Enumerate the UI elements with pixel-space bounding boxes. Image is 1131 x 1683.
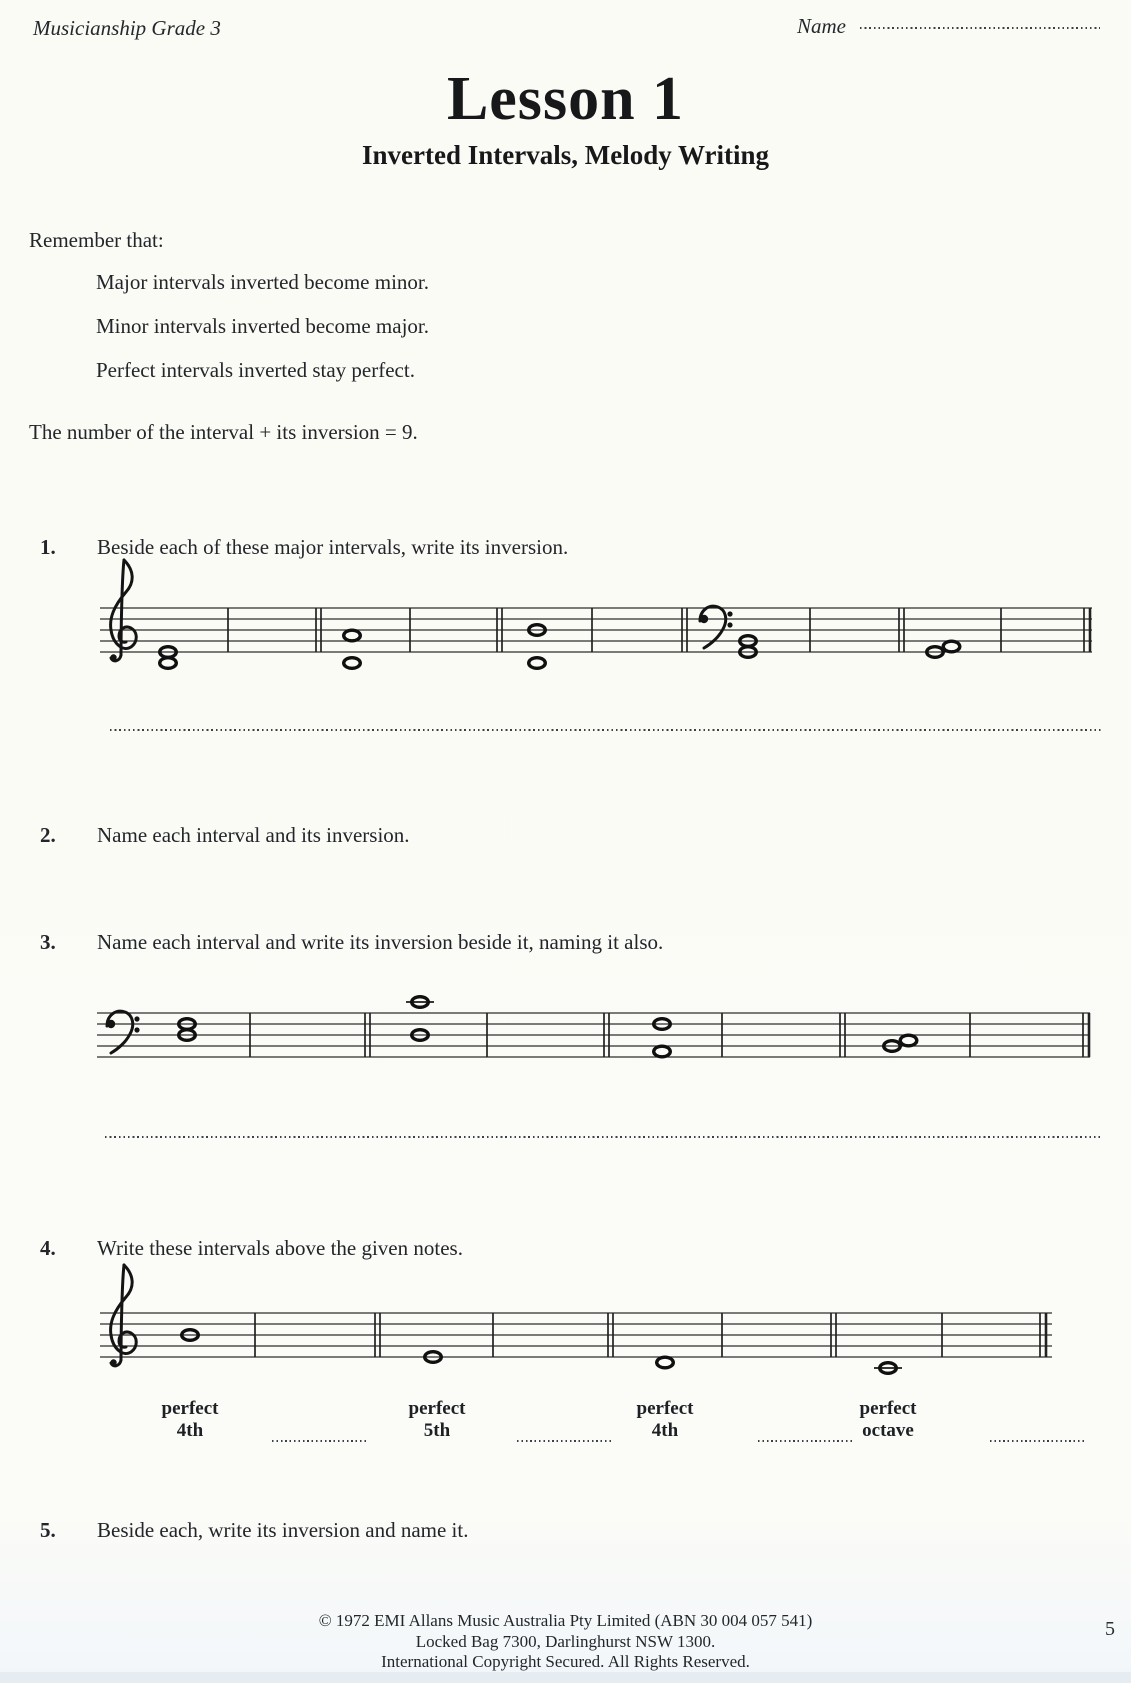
exercise-4-prompt: Write these intervals above the given notes. <box>97 1236 463 1260</box>
exercise-2-number: 2. <box>40 823 56 847</box>
whole-note <box>654 1046 671 1057</box>
exercise-1-prompt: Beside each of these major intervals, write its inversion. <box>97 535 569 559</box>
exercise-3-prompt: Name each interval and write its inversion beside it, naming it also. <box>97 930 664 954</box>
treble-clef-icon <box>110 1265 136 1366</box>
whole-note <box>657 1357 674 1368</box>
lesson-title: Lesson 1 <box>446 65 685 133</box>
answer-dots-1 <box>272 1440 366 1442</box>
name-blank-line <box>860 27 1100 29</box>
answer-dots-4 <box>990 1440 1084 1442</box>
treble-clef-icon <box>110 560 136 661</box>
whole-note <box>160 658 177 669</box>
music-staff-exercise-3 <box>97 957 1090 1089</box>
bass-clef-icon <box>700 606 733 648</box>
footer-line-3: International Copyright Secured. All Rights Reserved. <box>381 1652 750 1671</box>
whole-note <box>344 658 361 669</box>
lesson-subtitle: Inverted Intervals, Melody Writing <box>362 140 769 170</box>
exercise-2-prompt: Name each interval and its inversion. <box>97 823 410 847</box>
inversion-sum-note: The number of the interval + its inversion = 9. <box>29 420 418 444</box>
exercise-1-number: 1. <box>40 535 56 559</box>
exercise-4-number: 4. <box>40 1236 56 1260</box>
bass-clef-icon <box>107 1011 140 1053</box>
interval-label-2: perfect 5th <box>408 1398 466 1441</box>
music-staff-exercise-4 <box>100 1257 1052 1389</box>
interval-rule-minor: Minor intervals inverted become major. <box>96 314 429 338</box>
name-field <box>797 14 1100 39</box>
page-number: 5 <box>1105 1618 1115 1640</box>
whole-note <box>529 658 546 669</box>
interval-label-3: perfect 4th <box>636 1398 694 1441</box>
exercise-5 <box>40 1518 468 1543</box>
whole-note <box>943 641 960 652</box>
interval-label-4: perfect octave <box>859 1398 917 1441</box>
exercise-5-prompt: Beside each, write its inversion and name it. <box>97 1518 469 1542</box>
answer-dots-2 <box>517 1440 611 1442</box>
footer-line-1: © 1972 EMI Allans Music Australia Pty Limited (ABN 30 004 057 541) <box>318 1611 813 1630</box>
answer-line-exercise-3 <box>105 1136 1100 1138</box>
exercise-3-number: 3. <box>40 930 56 954</box>
footer-line-2: Locked Bag 7300, Darlinghurst NSW 1300. <box>415 1631 716 1651</box>
footer-copyright <box>0 1611 1131 1673</box>
whole-note <box>344 630 361 641</box>
music-staff-exercise-1 <box>100 552 1092 684</box>
exercise-3 <box>40 930 663 955</box>
course-title: Musicianship Grade 3 <box>33 16 221 40</box>
interval-label-1: perfect 4th <box>161 1398 219 1441</box>
name-label: Name <box>797 14 846 38</box>
intro-lead: Remember that: <box>29 228 164 252</box>
interval-rule-major: Major intervals inverted become minor. <box>96 270 429 294</box>
answer-line-exercise-1 <box>110 729 1101 731</box>
exercise-2 <box>40 823 410 848</box>
interval-rule-perfect: Perfect intervals inverted stay perfect. <box>96 358 415 382</box>
whole-note <box>900 1035 917 1046</box>
scan-edge-strip <box>0 1672 1131 1683</box>
exercise-5-number: 5. <box>40 1518 56 1542</box>
